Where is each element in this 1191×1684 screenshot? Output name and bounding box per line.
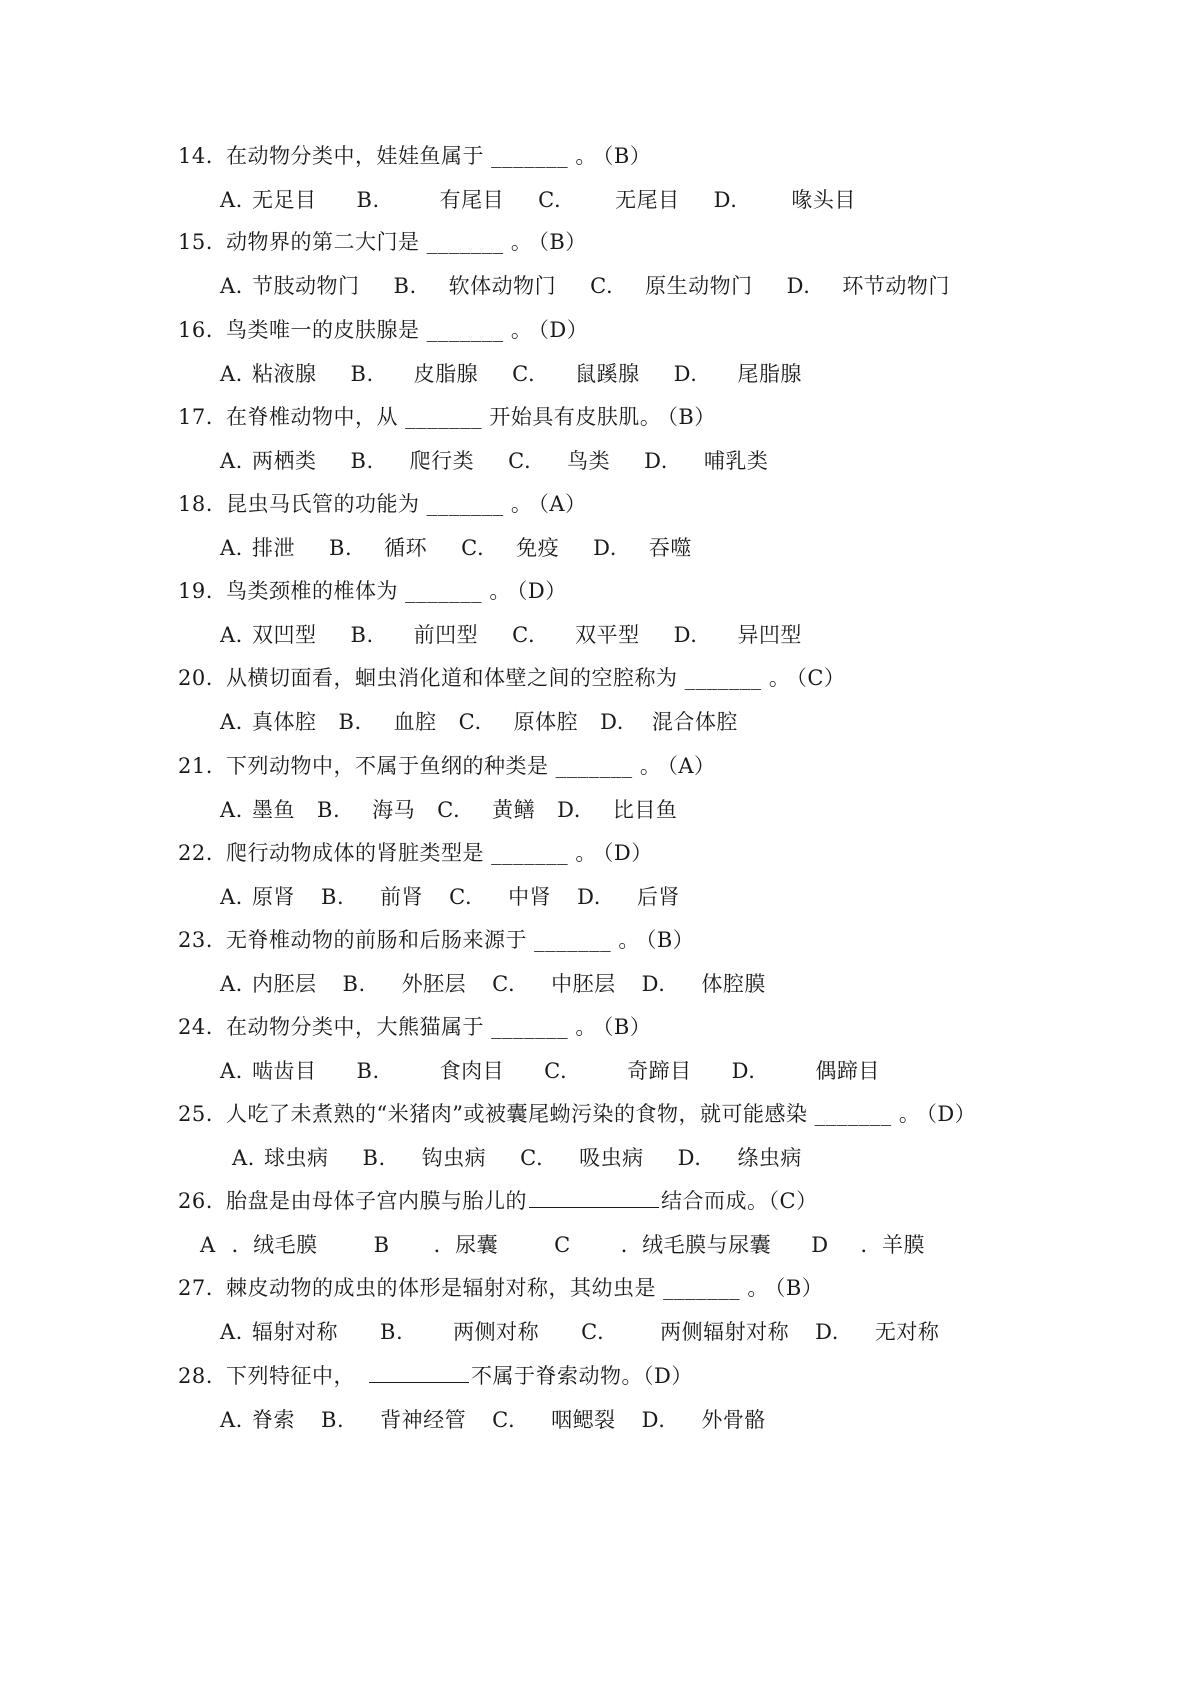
question-number: 25. [178, 1102, 213, 1126]
option-b: B. 前凹型 [350, 623, 479, 647]
answer-key: （A） [538, 492, 587, 516]
question-stem: 棘皮动物的成虫的体形是辐射对称，其幼虫是 _______ 。 [226, 1276, 769, 1300]
question-stem: 动物界的第二大门是 _______ 。 [226, 230, 533, 254]
question-23 [178, 920, 694, 960]
answer-key: （C） [768, 1189, 818, 1213]
question-18 [178, 484, 587, 524]
question-stem: 在动物分类中，娃娃鱼属于 _______ 。 [226, 144, 597, 168]
options-28 [220, 1400, 800, 1440]
answer-key: （D） [516, 579, 567, 603]
question-number: 27. [178, 1276, 213, 1300]
option-c: C. 吸虫病 [520, 1146, 644, 1170]
options-18 [220, 528, 726, 568]
option-d: D. 体腔膜 [641, 972, 766, 996]
answer-key: （D） [538, 318, 589, 342]
question-14 [178, 136, 651, 176]
option-c: C. 咽鳃裂 [492, 1408, 616, 1432]
option-d: D. 比目鱼 [557, 798, 678, 822]
options-14 [220, 180, 890, 220]
option-a: A. 节肢动物门 [220, 274, 360, 298]
answer-key: （B） [602, 144, 652, 168]
question-number: 20. [178, 666, 213, 690]
option-c: C. 无尾目 [538, 188, 680, 212]
question-stem: 无脊椎动物的前肠和后肠来源于 _______ 。 [226, 928, 640, 952]
question-number: 15. [178, 230, 213, 254]
options-22 [220, 877, 714, 917]
answer-key: （B） [645, 928, 695, 952]
answer-blank [369, 1360, 469, 1383]
answer-key: （B） [538, 230, 587, 254]
option-d: D. 环节动物门 [786, 274, 950, 298]
option-a: A. 脊索 [220, 1408, 296, 1432]
answer-key: （B） [602, 1015, 652, 1039]
option-a: A. 两栖类 [220, 449, 317, 473]
option-b: B. 海马 [317, 798, 416, 822]
question-stem: 在动物分类中，大熊猫属于 _______ 。 [226, 1015, 597, 1039]
question-number: 19. [178, 579, 213, 603]
question-stem: 下列特征中， [226, 1364, 355, 1388]
options-16 [220, 354, 836, 394]
question-stem: 昆虫马氏管的功能为 _______ 。 [226, 492, 533, 516]
option-d: D. 无对称 [815, 1320, 940, 1344]
option-c: C. 双平型 [512, 623, 640, 647]
option-c: C. 两侧辐射对称 [581, 1320, 790, 1344]
option-d: D. 混合体腔 [600, 710, 738, 734]
question-number: 28. [178, 1364, 213, 1388]
option-c: C. 鸟类 [508, 449, 611, 473]
option-b: B. 爬行类 [350, 449, 475, 473]
question-stem: 爬行动物成体的肾脏类型是 _______ 。 [226, 841, 597, 865]
answer-key: （D） [926, 1102, 977, 1126]
option-c: C. 鼠蹊腺 [512, 362, 640, 386]
options-25 [232, 1138, 836, 1178]
option-d: D. 偶蹄目 [731, 1059, 880, 1083]
options-19 [220, 615, 836, 655]
question-stem-end: 结合而成。 [661, 1189, 769, 1213]
question-number: 22. [178, 841, 213, 865]
option-a: A ．绒毛膜 [200, 1233, 318, 1257]
option-c: C. 黄鳝 [437, 798, 536, 822]
question-number: 17. [178, 405, 213, 429]
question-number: 18. [178, 492, 213, 516]
question-stem: 在脊椎动物中，从 _______ 开始具有皮肤肌。 [226, 405, 662, 429]
option-c: C. 原体腔 [458, 710, 579, 734]
question-stem: 人吃了未煮熟的“米猪肉”或被囊尾蚴污染的食物，就可能感染 _______ 。 [226, 1102, 921, 1126]
option-b: B. 循环 [329, 536, 428, 560]
options-23 [220, 964, 800, 1004]
option-d: D. 尾脂腺 [673, 362, 802, 386]
option-a: A. 无足目 [220, 188, 317, 212]
question-stem: 胎盘是由母体子宫内膜与胎儿的 [226, 1189, 527, 1213]
answer-blank [529, 1185, 659, 1208]
option-b: B. 钩虫病 [362, 1146, 487, 1170]
option-b: B. 有尾目 [356, 188, 505, 212]
option-c: C. 原生动物门 [590, 274, 753, 298]
question-number: 14. [178, 144, 213, 168]
options-15 [220, 266, 984, 306]
option-b: B. 前肾 [321, 885, 424, 909]
question-16 [178, 310, 588, 350]
option-a: A. 排泄 [220, 536, 296, 560]
option-d: D. 外骨骼 [641, 1408, 766, 1432]
option-c: C. 中肾 [449, 885, 552, 909]
option-d: D. 吞噬 [593, 536, 692, 560]
option-d: D. 喙头目 [713, 188, 856, 212]
question-27 [178, 1268, 823, 1308]
option-a: A. 墨鱼 [220, 798, 296, 822]
options-27 [220, 1312, 973, 1352]
question-number: 16. [178, 318, 213, 342]
question-stem-end: 不属于脊索动物。 [471, 1364, 643, 1388]
option-a: A. 粘液腺 [220, 362, 317, 386]
question-stem: 鸟类唯一的皮肤腺是 _______ 。 [226, 318, 533, 342]
option-b: B. 食肉目 [356, 1059, 505, 1083]
option-d: D ．羊膜 [811, 1233, 926, 1257]
options-17 [220, 441, 802, 481]
answer-key: （D） [602, 841, 653, 865]
option-b: B. 两侧对称 [380, 1320, 540, 1344]
answer-key: （A） [667, 754, 716, 778]
option-a: A. 辐射对称 [220, 1320, 339, 1344]
option-a: A. 双凹型 [220, 623, 317, 647]
option-a: A. 内胚层 [220, 972, 317, 996]
question-22 [178, 833, 653, 873]
question-number: 26. [178, 1189, 213, 1213]
question-24 [178, 1007, 651, 1047]
option-c: C. 中胚层 [492, 972, 616, 996]
option-d: D. 哺乳类 [644, 449, 769, 473]
question-28 [178, 1356, 693, 1396]
question-number: 23. [178, 928, 213, 952]
option-d: D. 后肾 [577, 885, 680, 909]
question-15 [178, 222, 587, 262]
question-26 [178, 1181, 818, 1221]
question-stem: 鸟类颈椎的椎体为 _______ 。 [226, 579, 511, 603]
question-25 [178, 1094, 976, 1134]
options-20 [220, 702, 772, 742]
answer-key: （C） [796, 666, 846, 690]
options-21 [220, 790, 711, 830]
option-a: A. 真体腔 [220, 710, 317, 734]
question-stem: 下列动物中，不属于鱼纲的种类是 _______ 。 [226, 754, 662, 778]
option-b: B. 皮脂腺 [350, 362, 479, 386]
question-19 [178, 571, 567, 611]
option-b: B. 背神经管 [321, 1408, 467, 1432]
option-a: A. 啮齿目 [220, 1059, 317, 1083]
question-stem: 从横切面看，蛔虫消化道和体壁之间的空腔称为 _______ 。 [226, 666, 791, 690]
answer-key: （B） [667, 405, 716, 429]
answer-key: （D） [643, 1364, 693, 1388]
option-c: C ．绒毛膜与尿囊 [554, 1233, 772, 1257]
option-b: B. 软体动物门 [393, 274, 557, 298]
question-number: 21. [178, 754, 213, 778]
option-b: B. 外胚层 [342, 972, 467, 996]
question-21 [178, 746, 716, 786]
option-d: D. 绦虫病 [677, 1146, 802, 1170]
question-20 [178, 658, 845, 698]
option-c: C. 奇蹄目 [544, 1059, 692, 1083]
option-b: B ．尿囊 [373, 1233, 499, 1257]
question-number: 24. [178, 1015, 213, 1039]
options-26 [200, 1225, 959, 1265]
option-a: A. 球虫病 [232, 1146, 329, 1170]
options-24 [220, 1051, 914, 1091]
option-b: B. 血腔 [338, 710, 437, 734]
option-c: C. 免疫 [461, 536, 560, 560]
option-a: A. 原肾 [220, 885, 296, 909]
question-17 [178, 397, 716, 437]
option-d: D. 异凹型 [673, 623, 802, 647]
answer-key: （B） [774, 1276, 824, 1300]
